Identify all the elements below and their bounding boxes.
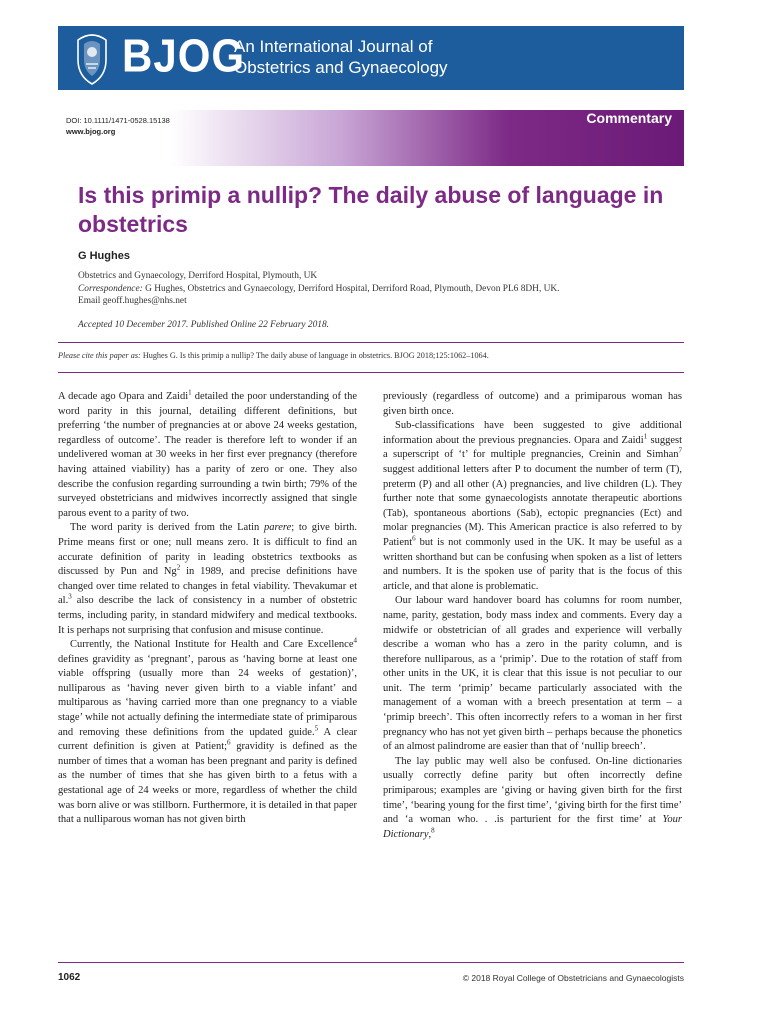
journal-logo: BJOG <box>122 29 246 82</box>
paragraph: previously (regardless of outcome) and a primiparous woman has given birth once. <box>383 391 682 417</box>
copyright: © 2018 Royal College of Obstetricians and Gynaecologists <box>462 973 684 983</box>
footer-divider <box>58 962 684 963</box>
divider <box>58 342 684 343</box>
doi-block <box>66 115 170 137</box>
paragraph: Our labour ward handover board has columns for room number, name, parity, gestation, body mass index and comments. Every day a midwife or obstetrician of all grades and experience will verbally describe a woman who has a zero in the parity column, and is therefore nulliparous, as a ‘primip’. Due to the rotation of staff from other units in the UK, it is clear that this issue is not peculiar to our unit. The term ‘primip’ became particularly associated with the management of a woman with a breech presentation at term – a ‘primip breech’. This often incorrectly refers to a woman in her first pregnancy who has not yet given birth – perhaps because the phonetics of an almost palindrome are easier than that of ‘nullip breech’. <box>383 595 682 753</box>
journal-banner <box>58 26 684 90</box>
page-number: 1062 <box>58 972 81 983</box>
accepted-date: Accepted 10 December 2017. Published Online 22 February 2018. <box>78 320 329 330</box>
citation: Please cite this paper as: Hughes G. Is this primip a nullip? The daily abuse of language in obstetrics. BJOG 2018;125:1062–1064. <box>58 351 489 360</box>
body-column-right <box>383 390 682 842</box>
article-title: Is this primip a nullip? The daily abuse of language in obstetrics <box>78 182 664 237</box>
paragraph: Currently, the National Institute for Health and Care Excellence$^4$ defines gravidity as ‘pregnant’, parous as ‘having borne at least one viable offspring (usually more than 24 weeks of gestation)’, nulliparous as ‘having never given birth to a viable infant’ and multiparous as ‘having carried more than one pregnancy to a viable stage’ while not actually defining the intermediate state of primiparous and removing these definitions from the updated guide.$^5$ A clear current definition is given at Patient;$^6$ gravidity is defined as the number of times that a woman has been pregnant and parity is defined as the number of times that she has given birth to a fetus with a gestational age of 24 weeks or more, regardless of whether the child was born alive or was stillborn. Furthermore, it is detailed in that paper that a nulliparous woman has not given birth <box>58 636 357 826</box>
paragraph: The lay public may well also be confused. On-line dictionaries usually correctly define parity but often incorrectly define primiparous; examples are ‘giving or having given birth for the first time’, ‘bearing young for the first time’, ‘giving birth for the first time’ and ‘a woman who. . .is parturient for the first time’ at Your Dictionary,$^8$ <box>383 755 682 840</box>
paragraph: Sub-classifications have been suggested to give additional information about the previous pregnancies. Opara and Zaidi$^1$ suggest a superscript of ‘t’ for multiple pregnancies, Creinin and Simhan$^7$ suggest additional letters after P to document the number of term (T), preterm (P) and all other (A) pregnancies, and live children (L). They further note that some gynaecologists annotate therapeutic abortions (Tab), spontaneous abortions (Sab), ectopic pregnancies (Ect) and molar pregnancies (M). This American practice is also referred to by Patient$^6$ but is not commonly used in the UK. It may be useful as a written shorthand but can be confusing when spoken as a list of letters and numbers. It is the spoken use of parity that is the focus of this article, and that alone is problematic. <box>383 420 682 592</box>
journal-name: An International Journal of Obstetrics and Gynaecology <box>234 37 448 77</box>
doi[interactable]: DOI: 10.1111/1471-0528.15138 <box>66 116 170 125</box>
article-meta-strip <box>58 110 684 166</box>
section-label: Commentary <box>586 110 672 126</box>
crest-icon <box>72 30 112 86</box>
correspondence: Correspondence: G Hughes, Obstetrics and Gynaecology, Derriford Hospital, Derriford Road, Plymouth, Devon PL6 8DH, UK. <box>78 283 560 294</box>
divider <box>58 372 684 373</box>
email[interactable]: Email geoff.hughes@nhs.net <box>78 296 187 306</box>
journal-url[interactable]: www.bjog.org <box>66 127 116 136</box>
paragraph: The word parity is derived from the Latin parere; to give birth. Prime means first or one; null means zero. It is difficult to find an accurate definition of parity in leading obstetrics textbooks as discussed by Pun and Ng$^2$ in 1989, and precise definitions have changed over time related to changes in fetal viability. Thevakumar et al.$^3$ also describe the lack of consistency in a number of obstetric terms, including parity, in standard midwifery and medical textbooks. It is perhaps not surprising that confusion and misuse continue. <box>58 522 358 636</box>
body-column-left <box>58 390 357 828</box>
author: G Hughes <box>78 250 130 262</box>
affiliation-block <box>78 270 678 308</box>
affiliation: Obstetrics and Gynaecology, Derriford Hospital, Plymouth, UK <box>78 271 318 281</box>
paragraph: A decade ago Opara and Zaidi$^1$ detailed the poor understanding of the word parity in this journal, detailing different definitions, but preferring ‘the number of pregnancies at or above 24 weeks gestation, regardless of outcome’. The reader is therefore left to wonder if an undelivered woman at 30 weeks in her first ever pregnancy (therefore having attained viability) has a parity of zero or one. They also describe the confusion regarding surrounding a twin birth; 79% of the surveyed obstetricians and midwives incorrectly assigned that single parous event to a parity of two. <box>58 388 358 519</box>
